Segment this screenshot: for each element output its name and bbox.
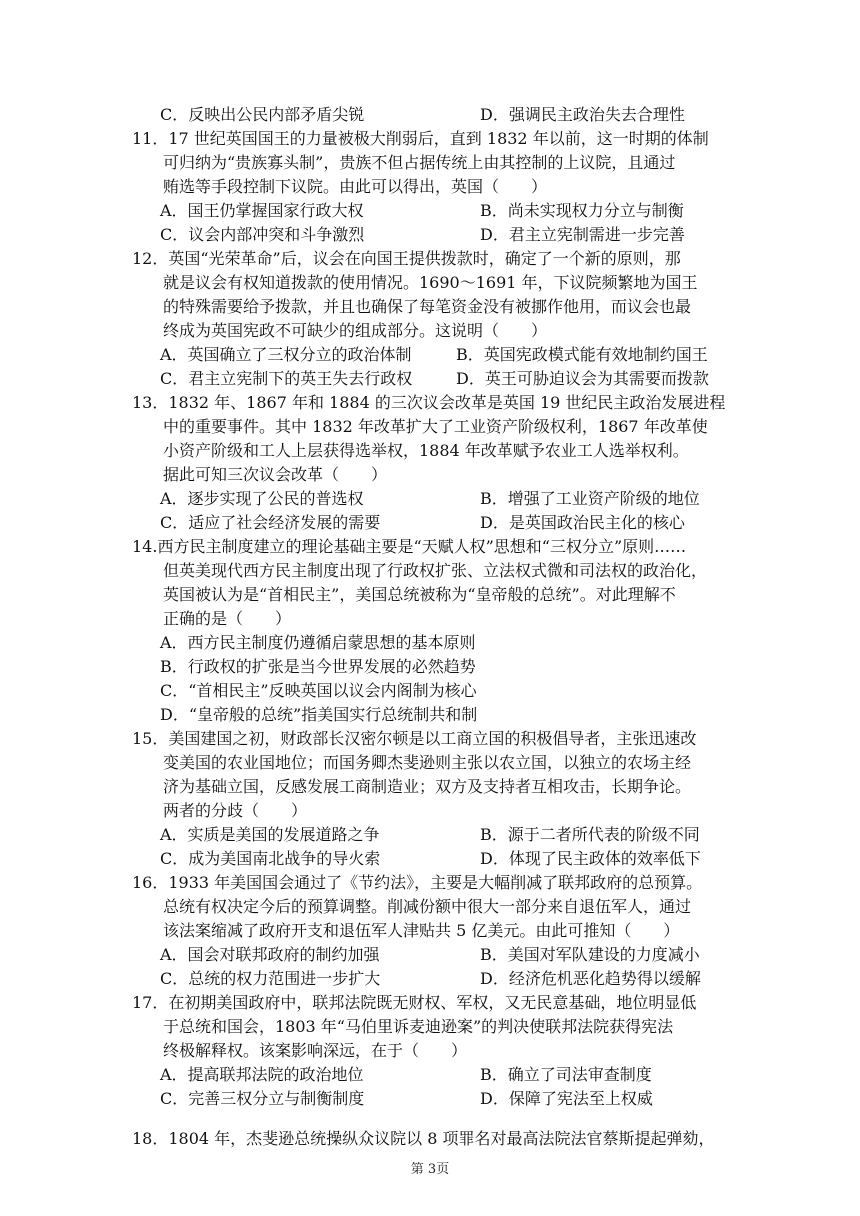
page-number: 第 3页 (410, 1162, 450, 1177)
q13-stem-line-4: 据此可知三次议会改革（ ） (163, 465, 388, 484)
q13-stem-line-3: 小资产阶级和工人上层获得选举权，1884 年改革赋予农业工人选举权利。 (163, 441, 689, 460)
q14-option-b: B．行政权的扩张是当今世界发展的必然趋势 (160, 657, 476, 676)
q11-stem-line-2: 可归纳为“贵族寡头制”，贵族不但占据传统上由其控制的上议院，且通过 (163, 153, 676, 172)
q12-stem-line-4: 终成为英国宪政不可缺少的组成部分。这说明（ ） (163, 321, 548, 340)
q11-stem-line-1: 11．17 世纪英国国王的力量被极大削弱后，直到 1832 年以前，这一时期的体制 (132, 129, 709, 148)
q13-option-a: A．逐步实现了公民的普选权 (160, 489, 364, 508)
q14-stem-line-4: 正确的是（ ） (163, 609, 292, 628)
q16-option-c: C．总统的权力范围进一步扩大 (160, 969, 381, 988)
q14-option-a: A．西方民主制度仍遵循启蒙思想的基本原则 (160, 633, 476, 652)
q17-stem-line-1: 17．在初期美国政府中，联邦法院既无财权、军权，又无民意基础，地位明显低 (132, 993, 697, 1012)
q13-stem-line-2: 中的重要事件。其中 1832 年改革扩大了工业资产阶级权利，1867 年改革使 (163, 417, 708, 436)
q16-option-d: D．经济危机恶化趋势得以缓解 (480, 969, 701, 988)
q14-option-c: C．“首相民主”反映英国以议会内阁制为核心 (160, 681, 477, 700)
q15-stem-line-1: 15．美国建国之初，财政部长汉密尔顿是以工商立国的积极倡导者，主张迅速改 (132, 729, 697, 748)
q15-stem-line-2: 变美国的农业国地位；而国务卿杰斐逊则主张以农立国，以独立的农场主经 (163, 753, 692, 772)
q13-option-c: C．适应了社会经济发展的需要 (160, 513, 381, 532)
q17-stem-line-2: 于总统和国会，1803 年“马伯里诉麦迪逊案”的判决使联邦法院获得宪法 (163, 1017, 674, 1036)
q14-stem-line-3: 英国被认为是“首相民主”，美国总统被称为“皇帝般的总统”。对此理解不 (163, 585, 676, 604)
q11-option-a: A．国王仍掌握国家行政大权 (160, 201, 364, 220)
q17-option-a: A．提高联邦法院的政治地位 (160, 1065, 364, 1084)
q12-stem-line-2: 就是议会有权知道拨款的使用情况。1690～1691 年，下议院频繁地为国王 (163, 273, 698, 292)
q17-stem-line-3: 终极解释权。该案影响深远，在于（ ） (163, 1041, 468, 1060)
q11-option-d: D．君主立宪制需进一步完善 (480, 225, 685, 244)
q16-stem-line-3: 该法案缩减了政府开支和退伍军人津贴共 5 亿美元。由此可推知（ ） (163, 921, 680, 940)
q14-stem-line-1: 14.西方民主制度建立的理论基础主要是“天赋人权”思想和“三权分立”原则…… (132, 537, 687, 556)
q15-option-a: A．实质是美国的发展道路之争 (160, 825, 380, 844)
q12-stem-line-1: 12．英国“光荣革命”后，议会在向国王提供拨款时，确定了一个新的原则，那 (132, 249, 681, 268)
q16-stem-line-1: 16．1933 年美国国会通过了《节约法》，主要是大幅削减了联邦政府的总预算。 (132, 873, 703, 892)
q17-option-d: D．保障了宪法至上权威 (480, 1089, 653, 1108)
q12-stem-line-3: 的特殊需要给予拨款，并且也确保了每笔资金没有被挪作他用，而议会也最 (163, 297, 692, 316)
q13-option-d: D．是英国政治民主化的核心 (480, 513, 685, 532)
q18-stem-line-1: 18．1804 年，杰斐逊总统操纵众议院以 8 项罪名对最高法院法官蔡斯提起弹劾， (132, 1129, 715, 1148)
q13-option-b: B．增强了工业资产阶级的地位 (480, 489, 700, 508)
q12-option-d: D．英王可胁迫议会为其需要而拨款 (456, 369, 709, 388)
q15-option-c: C．成为美国南北战争的导火索 (160, 849, 381, 868)
q11-option-b: B．尚未实现权力分立与制衡 (480, 201, 684, 220)
q12-option-a: A．英国确立了三权分立的政治体制 (160, 345, 412, 364)
q14-stem-line-2: 但英美现代西方民主制度出现了行政权扩张、立法权式微和司法权的政治化， (163, 561, 708, 580)
q15-stem-line-4: 两者的分歧（ ） (163, 801, 308, 820)
q17-option-c: C．完善三权分立与制衡制度 (160, 1089, 365, 1108)
q16-option-a: A．国会对联邦政府的制约加强 (160, 945, 380, 964)
q11-stem-line-3: 贿选等手段控制下议院。由此可以得出，英国（ ） (163, 177, 548, 196)
q17-option-b: B．确立了司法审查制度 (480, 1065, 652, 1084)
q15-option-d: D．体现了民主政体的效率低下 (480, 849, 701, 868)
q16-stem-line-2: 总统有权决定今后的预算调整。削减份额中很大一部分来自退伍军人，通过 (163, 897, 692, 916)
q10-option-d: D．强调民主政治失去合理性 (480, 105, 685, 124)
q13-stem-line-1: 13．1832 年、1867 年和 1884 的三次议会改革是英国 19 世纪民主政治发展进程 (132, 393, 726, 412)
q14-option-d: D．“皇帝般的总统”指美国实行总统制共和制 (160, 705, 478, 724)
q15-stem-line-3: 济为基础立国，反感发展工商制造业；双方及支持者互相攻击，长期争论。 (163, 777, 692, 796)
q15-option-b: B．源于二者所代表的阶级不同 (480, 825, 700, 844)
q12-option-b: B．英国宪政模式能有效地制约国王 (456, 345, 708, 364)
q11-option-c: C．议会内部冲突和斗争激烈 (160, 225, 365, 244)
q10-option-c: C．反映出公民内部矛盾尖锐 (160, 105, 365, 124)
q12-option-c: C．君主立宪制下的英王失去行政权 (160, 369, 413, 388)
q16-option-b: B．美国对军队建设的力度减小 (480, 945, 700, 964)
